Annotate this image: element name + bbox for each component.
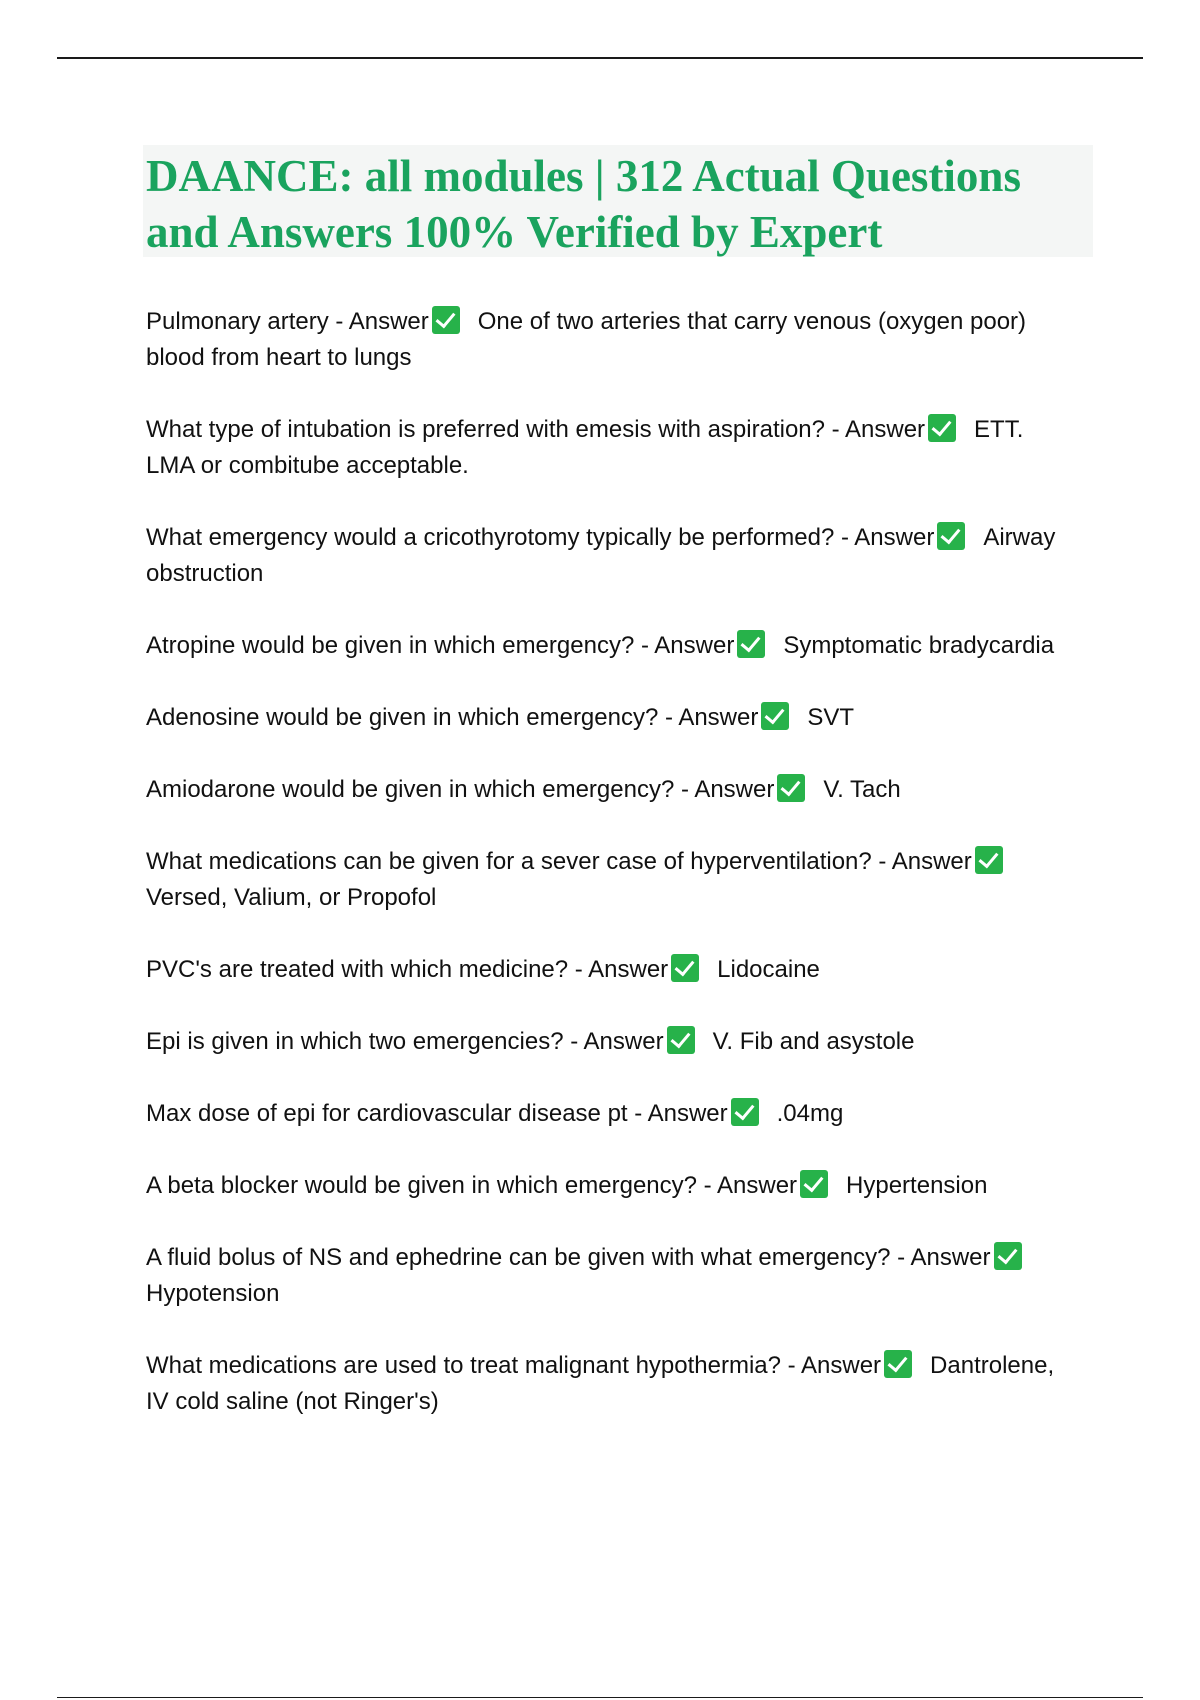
check-icon: [731, 1098, 759, 1126]
check-icon: [737, 630, 765, 658]
qa-item: [146, 412, 1076, 484]
answer-label: Answer: [910, 1244, 991, 1271]
question-text: Max dose of epi for cardiovascular disease pt -: [146, 1100, 643, 1127]
question-text: Pulmonary artery -: [146, 308, 344, 335]
check-icon: [671, 954, 699, 982]
answer-text: Hypertension: [846, 1172, 988, 1199]
qa-item: [146, 1168, 1076, 1204]
question-text: What medications can be given for a sever case of hyperventilation? -: [146, 848, 887, 875]
question-text: What medications are used to treat malignant hypothermia? -: [146, 1352, 796, 1379]
document-title: DAANCE: all modules | 312 Actual Questions and Answers 100% Verified by Expert: [146, 151, 1021, 257]
qa-item: [146, 952, 1076, 988]
answer-text: .04mg: [776, 1100, 844, 1127]
check-icon: [994, 1242, 1022, 1270]
qa-list: [146, 304, 1076, 1456]
answer-label: Answer: [654, 632, 735, 659]
qa-item: [146, 844, 1076, 916]
answer-label: Answer: [694, 776, 775, 803]
qa-item: [146, 1024, 1076, 1060]
answer-label: Answer: [891, 848, 972, 875]
check-icon: [432, 306, 460, 334]
answer-text: V. Tach: [823, 776, 901, 803]
qa-item: [146, 628, 1076, 664]
check-icon: [928, 414, 956, 442]
answer-text: One of two arteries that carry venous (oxygen poor) blood from heart to lungs: [146, 308, 1027, 371]
check-icon: [884, 1350, 912, 1378]
check-icon: [937, 522, 965, 550]
answer-text: Lidocaine: [717, 956, 820, 983]
answer-text: SVT: [807, 704, 855, 731]
question-text: A beta blocker would be given in which emergency? -: [146, 1172, 712, 1199]
answer-text: Dantrolene, IV cold saline (not Ringer's): [146, 1352, 1055, 1415]
qa-item: [146, 304, 1076, 376]
qa-item: [146, 1348, 1076, 1420]
question-text: What emergency would a cricothyrotomy typically be performed? -: [146, 524, 849, 551]
answer-label: Answer: [717, 1172, 798, 1199]
qa-item: [146, 772, 1076, 808]
qa-item: [146, 1096, 1076, 1132]
question-text: Epi is given in which two emergencies? -: [146, 1028, 579, 1055]
top-divider: [57, 57, 1143, 59]
question-text: A fluid bolus of NS and ephedrine can be given with what emergency? -: [146, 1244, 906, 1271]
question-text: Adenosine would be given in which emergency? -: [146, 704, 673, 731]
answer-text: Versed, Valium, or Propofol: [146, 884, 437, 911]
answer-text: V. Fib and asystole: [712, 1028, 915, 1055]
check-icon: [800, 1170, 828, 1198]
answer-label: Answer: [678, 704, 759, 731]
qa-item: [146, 1240, 1076, 1312]
answer-label: Answer: [845, 416, 926, 443]
qa-item: [146, 700, 1076, 736]
answer-label: Answer: [854, 524, 935, 551]
question-text: Amiodarone would be given in which emergency? -: [146, 776, 689, 803]
answer-label: Answer: [583, 1028, 664, 1055]
question-text: PVC's are treated with which medicine? -: [146, 956, 583, 983]
answer-label: Answer: [348, 308, 429, 335]
answer-label: Answer: [801, 1352, 882, 1379]
answer-text: Symptomatic bradycardia: [783, 632, 1055, 659]
bottom-divider: [57, 1697, 1143, 1698]
check-icon: [761, 702, 789, 730]
answer-label: Answer: [588, 956, 669, 983]
check-icon: [777, 774, 805, 802]
question-text: Atropine would be given in which emergency? -: [146, 632, 649, 659]
answer-text: ETT. LMA or combitube acceptable.: [146, 416, 1024, 479]
answer-label: Answer: [647, 1100, 728, 1127]
answer-text: Airway obstruction: [146, 524, 1056, 587]
check-icon: [667, 1026, 695, 1054]
answer-text: Hypotension: [146, 1280, 280, 1307]
question-text: What type of intubation is preferred with emesis with aspiration? -: [146, 416, 840, 443]
qa-item: [146, 520, 1076, 592]
check-icon: [975, 846, 1003, 874]
